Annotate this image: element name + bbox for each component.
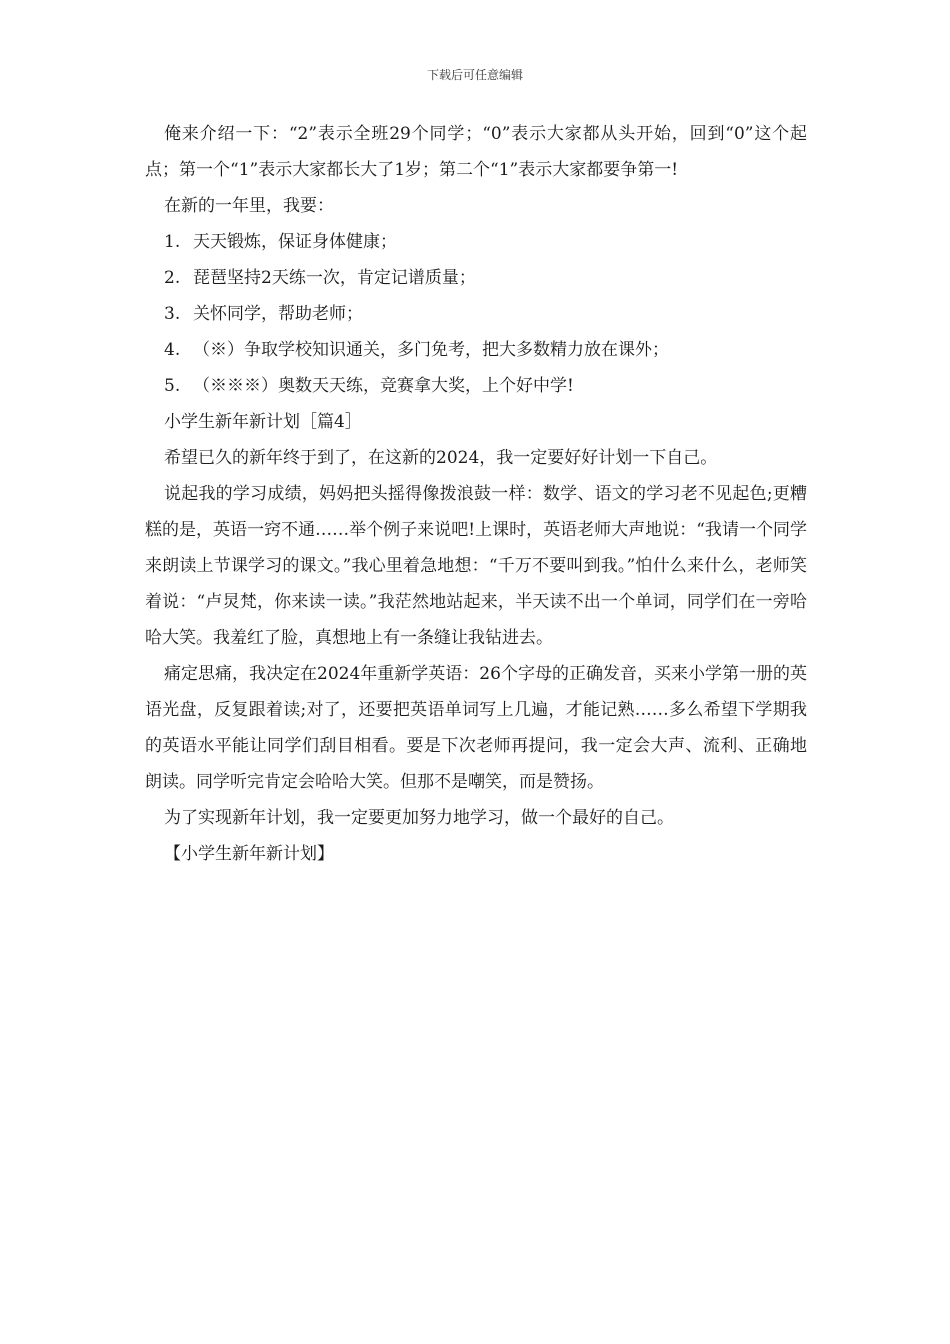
section-paragraph: 痛定思痛，我决定在2024年重新学英语：26个字母的正确发音，买来小学第一册的英语光盘，反复跟着读;对了，还要把英语单词写上几遍，才能记熟……多么希望下学期我的英语水平能让同学们刮目相看。要是下次老师再提问，我一定会大声、流利、正确地朗读。同学听完肯定会哈哈大笑。但那不是嘲笑，而是赞扬。 — [145, 664, 807, 792]
page-header-note: 下载后可任意编辑 — [426, 68, 523, 82]
list-item-number: 2. — [164, 268, 181, 288]
section-paragraph: 说起我的学习成绩，妈妈把头摇得像拨浪鼓一样：数学、语文的学习老不见起色;更糟糕的是，英语一窍不通……举个例子来说吧!上课时，英语老师大声地说：“我请一个同学来朗读上节课学习的课文。”我心里着急地想：“千万不要叫到我。”怕什么来什么，老师笑着说：“卢炅梵，你来读一读。”我茫然地站起来，半天读不出一个单词，同学们在一旁哈哈大笑。我羞红了脸，真想地上有一条缝让我钻进去。 — [145, 484, 807, 648]
list-item-text: （※※※）奥数天天练，竞赛拿大奖，上个好中学! — [193, 376, 574, 396]
intro-paragraph: 俺来介绍一下：“2”表示全班29个同学；“0”表示大家都从头开始，回到“0”这个起点；第一个“1”表示大家都长大了1岁；第二个“1”表示大家都要争第一! — [145, 124, 807, 180]
list-item-text: 天天锻炼，保证身体健康； — [193, 232, 397, 252]
list-item — [145, 260, 807, 296]
list-item — [145, 224, 807, 260]
plan-lead-in: 在新的一年里，我要： — [164, 196, 334, 216]
list-item — [145, 332, 807, 368]
list-item — [145, 368, 807, 404]
section-paragraph: 希望已久的新年终于到了，在这新的2024，我一定要好好计划一下自己。 — [164, 448, 718, 468]
list-item-text: 琵琶坚持2天练一次，肯定记谱质量； — [193, 268, 476, 288]
list-item-number: 4. — [164, 340, 181, 360]
section-paragraph: 为了实现新年计划，我一定要更加努力地学习，做一个最好的自己。 — [164, 808, 674, 828]
list-item-text: （※）争取学校知识通关，多门免考，把大多数精力放在课外； — [193, 340, 669, 360]
footer-title: 【小学生新年新计划】 — [164, 844, 334, 864]
plan-list — [145, 224, 807, 404]
list-item-number: 5. — [164, 376, 181, 396]
list-item-number: 3. — [164, 304, 181, 324]
list-item — [145, 296, 807, 332]
document-body — [145, 116, 807, 872]
list-item-number: 1. — [164, 232, 181, 252]
list-item-text: 关怀同学，帮助老师； — [193, 304, 363, 324]
section-title: 小学生新年新计划［篇4］ — [164, 412, 362, 432]
